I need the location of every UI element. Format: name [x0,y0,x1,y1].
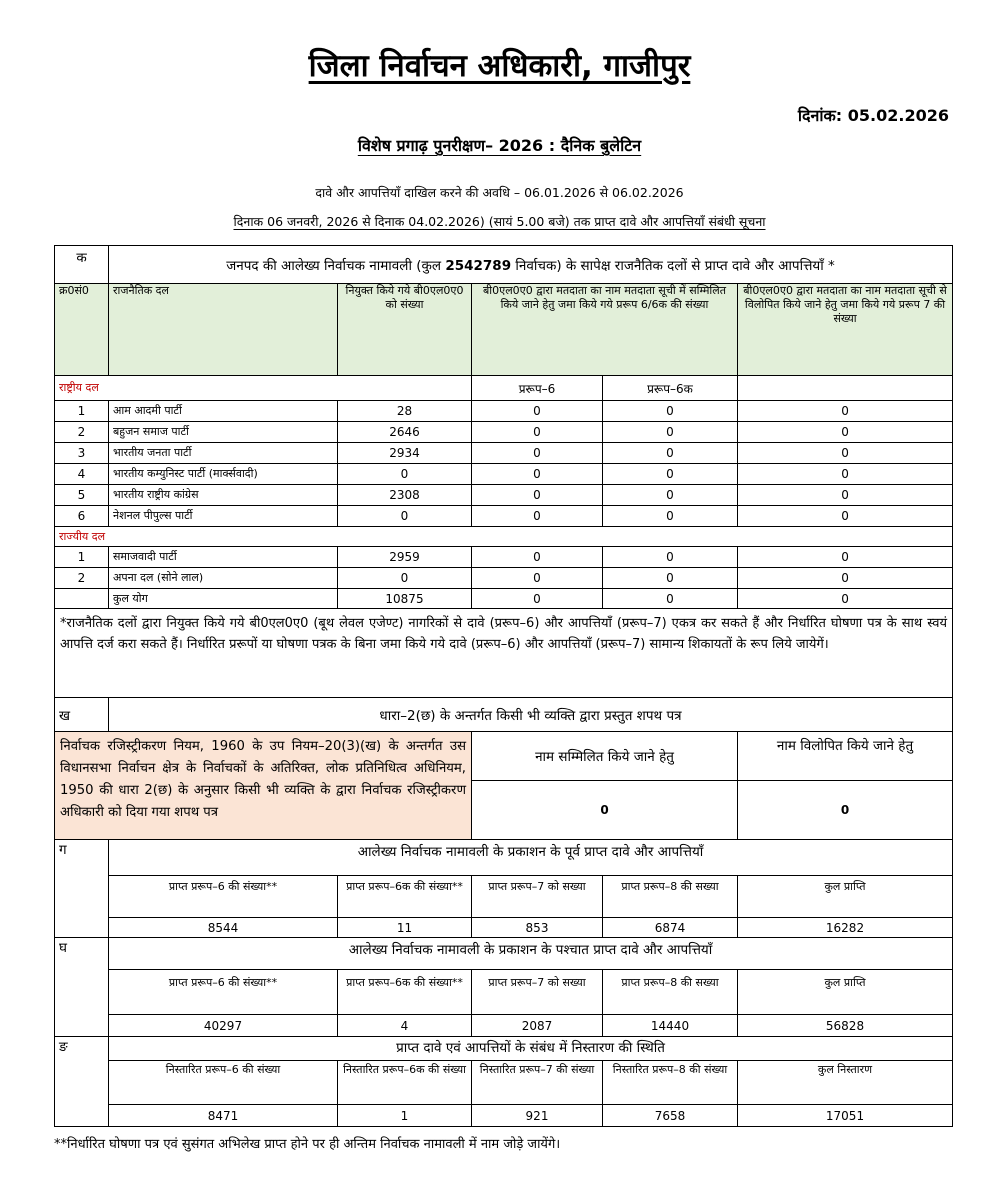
total-electors: 2542789 [445,257,512,274]
col-header-bla: नियुक्त किये गये बी0एल0ए0 को संख्या [338,284,472,376]
table-row [55,547,953,568]
party-form7-count: 0 [738,485,953,506]
table-row [55,464,953,485]
section-nga-heading: प्राप्त दावे एवं आपत्तियों के संबंध में निस्तारण की स्थिति [109,1037,953,1061]
table-row [55,568,953,589]
ga-col5: कुल प्राप्ति [738,876,953,918]
ga-v2: 11 [338,918,472,938]
party-form7-count: 0 [738,401,953,422]
party-form6-count: 0 [472,443,603,464]
gha-col4: प्राप्त प्ररूप–8 की सख्या [603,970,738,1015]
party-bla-count: 0 [338,568,472,589]
ga-v4: 6874 [603,918,738,938]
party-form6-count: 0 [472,547,603,568]
party-form6k-count: 0 [603,506,738,527]
gha-col2: प्राप्त प्ररूप–6क की संख्या** [338,970,472,1015]
nga-col4: निस्तारित प्ररूप–8 की संख्या [603,1061,738,1105]
section-ka-heading-pre: जनपद की आलेख्य निर्वाचक नामावली (कुल [226,257,446,274]
party-sno: 5 [55,485,109,506]
col-header-delete: नाम विलोपित किये जाने हेतु [738,732,953,781]
section-kha-letter: ख [55,698,109,732]
table-row [55,422,953,443]
ga-v3: 853 [472,918,603,938]
party-bla-count: 2308 [338,485,472,506]
gha-v2: 4 [338,1015,472,1037]
party-bla-count: 2646 [338,422,472,443]
footnote: **निर्धारित घोषणा पत्र एवं सुसंगत अभिलेख प्राप्त होने पर ही अन्तिम निर्वाचक नामावली में नाम जोड़े जायेंगे। [54,1137,561,1152]
party-form7-count: 0 [738,422,953,443]
party-form6-count: 0 [472,506,603,527]
subheader-form6k: प्ररूप–6क [603,376,738,401]
party-form6k-count: 0 [603,422,738,443]
gha-col1: प्राप्त प्ररूप–6 की संख्या** [109,970,338,1015]
ga-col2: प्राप्त प्ररूप–6क की संख्या** [338,876,472,918]
section-ka-heading-post: निर्वाचक) के सापेक्ष राजनैतिक दलों से प्राप्त दावे और आपत्तियाँ * [511,257,835,274]
national-parties-label: राष्ट्रीय दल [55,376,472,401]
section-gha-heading: आलेख्य निर्वाचक नामावली के प्रकाशन के पश्चात प्राप्त दावे और आपत्तियाँ [109,938,953,970]
party-name: अपना दल (सोने लाल) [109,568,338,589]
party-form6-count: 0 [472,422,603,443]
party-name: भारतीय राष्ट्रीय कांग्रेस [109,485,338,506]
total-f7: 0 [738,589,953,609]
party-name: भारतीय कम्युनिस्ट पार्टी (मार्क्सवादी) [109,464,338,485]
nga-col3: निस्तारित प्ररूप–7 की संख्या [472,1061,603,1105]
party-name: भारतीय जनता पार्टी [109,443,338,464]
nga-v5: 17051 [738,1105,953,1127]
party-name: समाजवादी पार्टी [109,547,338,568]
col-header-sno: क्र0सं0 [55,284,109,376]
col-header-party: राजनैतिक दल [109,284,338,376]
nga-v2: 1 [338,1105,472,1127]
date-label: दिनांक: [797,106,843,125]
party-sno: 6 [55,506,109,527]
bulletin-date [798,104,949,126]
affidavit-include-value: 0 [472,781,738,840]
party-form6k-count: 0 [603,547,738,568]
ga-v5: 16282 [738,918,953,938]
party-form6k-count: 0 [603,485,738,506]
party-name: आम आदमी पार्टी [109,401,338,422]
party-form6-count: 0 [472,568,603,589]
affidavit-description: निर्वाचक रजिस्ट्रीकरण नियम, 1960 के उप नियम–20(3)(ख) के अन्तर्गत उस विधानसभा निर्वाचन क्षेत्र के निर्वाचकों के अतिरिक्त, लोक प्रतिनिधित्व अधिनियम, 1950 की धारा 2(छ) के अनुसार किसी भी व्यक्ति के द्वारा निर्वाचक रजिस्ट्रीकरण अधिकारी को दिया गया शपथ पत्र [55,732,472,840]
state-parties-label: राज्यीय दल [55,527,953,547]
party-sno: 1 [55,547,109,568]
nga-col2: निस्तारित प्ररूप–6क की संख्या [338,1061,472,1105]
claim-period: दावे और आपत्तियाँ दाखिल करने की अवधि – 06.01.2026 से 06.02.2026 [315,185,684,200]
gha-v3: 2087 [472,1015,603,1037]
affidavit-delete-value: 0 [738,781,953,840]
party-bla-count: 0 [338,506,472,527]
subheader-form6: प्ररूप–6 [472,376,603,401]
party-sno: 2 [55,422,109,443]
gha-col3: प्राप्त प्ररूप–7 को सख्या [472,970,603,1015]
section-gha-letter: घ [55,938,109,970]
party-sno: 3 [55,443,109,464]
gha-v1: 40297 [109,1015,338,1037]
section-ga-letter: ग [55,840,109,876]
party-bla-count: 28 [338,401,472,422]
party-form7-count: 0 [738,568,953,589]
total-row [55,589,953,609]
gha-v5: 56828 [738,1015,953,1037]
party-form6-count: 0 [472,464,603,485]
section-kha-heading: धारा–2(छ) के अन्तर्गत किसी भी व्यक्ति द्वारा प्रस्तुत शपथ पत्र [109,698,953,732]
party-sno: 4 [55,464,109,485]
bulletin-table [54,245,953,1127]
total-label: कुल योग [109,589,338,609]
col-header-form6: बी0एल0ए0 द्वारा मतदाता का नाम मतदाता सूची में सम्मिलित किये जाने हेतु जमा किये गये प्ररूप 6/6क की संख्या [472,284,738,376]
party-bla-count: 2934 [338,443,472,464]
page-title: जिला निर्वाचन अधिकारी, गाजीपुर [308,48,691,84]
bulletin-subtitle: विशेष प्रगाढ़ पुनरीक्षण– 2026 : दैनिक बुलेटिन [357,136,642,155]
party-form6-count: 0 [472,401,603,422]
national-parties-body [55,401,953,527]
party-form6k-count: 0 [603,443,738,464]
state-parties-body [55,547,953,589]
party-name: बहुजन समाज पार्टी [109,422,338,443]
col-header-include: नाम सम्मिलित किये जाने हेतु [472,732,738,781]
nga-col5: कुल निस्तारण [738,1061,953,1105]
section-ga-heading: आलेख्य निर्वाचक नामावली के प्रकाशन के पूर्व प्राप्त दावे और आपत्तियाँ [109,840,953,876]
party-bla-count: 2959 [338,547,472,568]
ga-v1: 8544 [109,918,338,938]
total-f6: 0 [472,589,603,609]
party-form6-count: 0 [472,485,603,506]
party-form6k-count: 0 [603,568,738,589]
section-ka-letter: क [55,246,109,284]
party-sno: 1 [55,401,109,422]
party-form7-count: 0 [738,443,953,464]
gha-v4: 14440 [603,1015,738,1037]
nga-v1: 8471 [109,1105,338,1127]
ga-col1: प्राप्त प्ररूप–6 की संख्या** [109,876,338,918]
party-form7-count: 0 [738,464,953,485]
party-form6k-count: 0 [603,401,738,422]
party-form7-count: 0 [738,506,953,527]
nga-v4: 7658 [603,1105,738,1127]
party-form6k-count: 0 [603,464,738,485]
total-bla: 10875 [338,589,472,609]
col-header-form7: बी0एल0ए0 द्वारा मतदाता का नाम मतदाता सूची से विलोपित किये जाने हेतु जमा किये गये प्ररूप 7 की संख्या [738,284,953,376]
nga-col1: निस्तारित प्ररूप–6 की संख्या [109,1061,338,1105]
ga-col4: प्राप्त प्ररूप–8 की सख्या [603,876,738,918]
party-form7-count: 0 [738,547,953,568]
ga-col3: प्राप्त प्ररूप–7 को सख्या [472,876,603,918]
table-row [55,506,953,527]
section-nga-letter: ङ [55,1037,109,1061]
bla-note: *राजनैतिक दलों द्वारा नियुक्त किये गये बी0एल0ए0 (बूथ लेवल एजेण्ट) नागरिकों से दावे (प्ररूप–6) और आपत्तियाँ (प्ररूप–7) एकत्र कर सकते हैं और निर्धारित घोषणा पत्र के साथ स्वयं आपत्ति दर्ज करा सकते हैं। निर्धारित प्ररूपों या घोषणा पत्रक के बिना जमा किये गये दावे (प्ररूप–6) और आपत्तियाँ (प्ररूप–7) सामान्य शिकायतों के रूप लिये जायेगें। [55,609,953,698]
total-f6k: 0 [603,589,738,609]
gha-col5: कुल प्राप्ति [738,970,953,1015]
party-sno: 2 [55,568,109,589]
info-line: दिनाक 06 जनवरी, 2026 से दिनाक 04.02.2026) (सायं 5.00 बजे) तक प्राप्त दावे और आपत्तियाँ संबंधी सूचना [233,214,766,229]
table-row [55,485,953,506]
party-bla-count: 0 [338,464,472,485]
nga-v3: 921 [472,1105,603,1127]
table-row [55,401,953,422]
table-row [55,443,953,464]
section-ka-heading [109,246,953,284]
date-value: 05.02.2026 [847,106,949,125]
party-name: नेशनल पीपुल्स पार्टी [109,506,338,527]
